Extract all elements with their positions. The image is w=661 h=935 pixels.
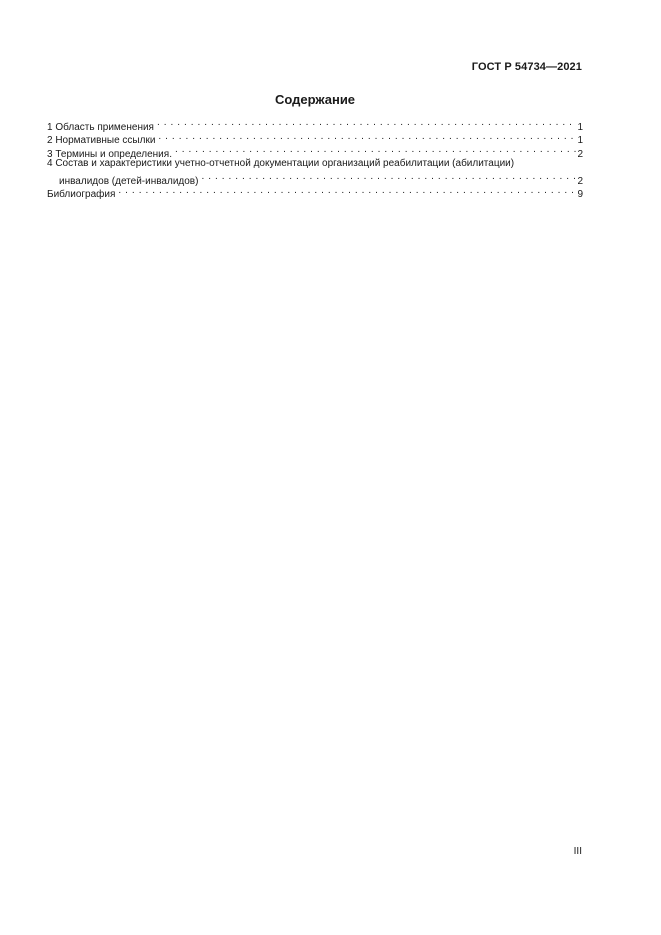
toc-entry-page: 1: [577, 135, 583, 146]
toc-entry-page: 9: [577, 189, 583, 200]
toc-entry-text-line2: инвалидов (детей-инвалидов): [59, 175, 199, 187]
table-of-contents: [47, 116, 583, 200]
toc-entry[interactable]: [47, 116, 583, 133]
toc-entry-text-line1: 4 Состав и характеристики учетно-отчетной документации организаций реабилитации (абилитации): [47, 157, 515, 169]
toc-entry-continuation: [47, 170, 583, 187]
toc-entry-text: 2 Нормативные ссылки: [47, 135, 156, 146]
toc-entry-multiline[interactable]: [47, 157, 583, 187]
toc-leader-dots: [116, 184, 576, 198]
toc-title: Содержание: [274, 92, 356, 107]
document-code: ГОСТ Р 54734—2021: [471, 61, 582, 73]
toc-entry-page: 1: [577, 121, 583, 133]
toc-leader-dots: [173, 143, 576, 157]
toc-leader-dots: [155, 116, 576, 130]
toc-leader-dots: [199, 170, 576, 184]
toc-entry-text: 1 Область применения: [47, 121, 154, 133]
toc-entry-page: 2: [577, 175, 583, 187]
toc-leader-dots: [156, 130, 576, 144]
toc-entry-text: Библиография: [47, 189, 116, 200]
page-number: III: [573, 846, 582, 857]
toc-entry[interactable]: [47, 184, 583, 198]
toc-entry-text: 3 Термины и определения.: [47, 148, 172, 160]
toc-entry-page: 2: [577, 148, 583, 160]
